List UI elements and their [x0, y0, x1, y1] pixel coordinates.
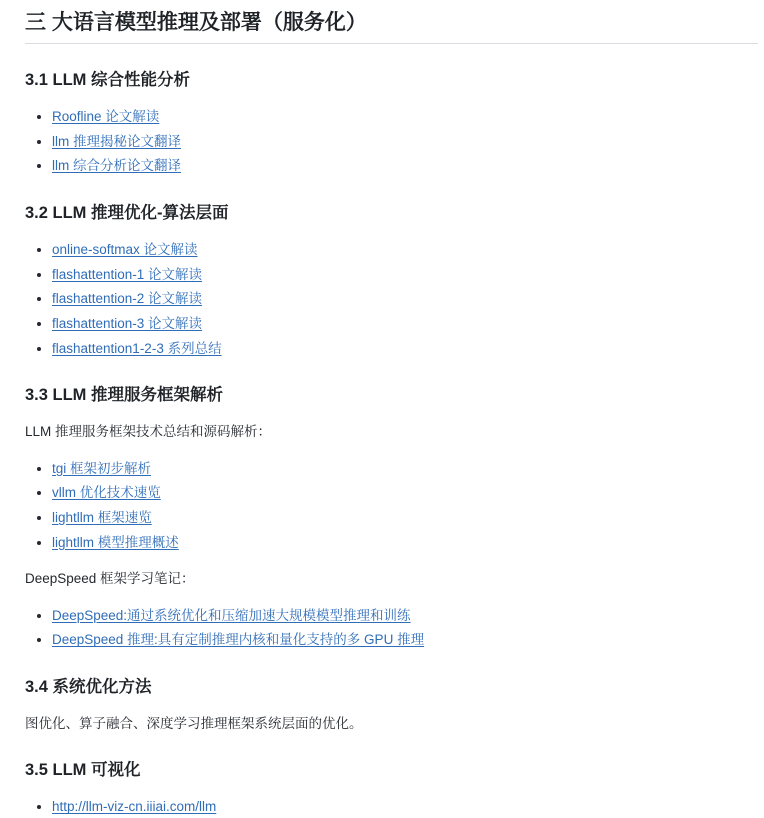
list-item [52, 630, 758, 651]
link-online-softmax-paper[interactable]: online-softmax 论文解读 [52, 241, 198, 257]
link-llm-inference-secrets-translation[interactable]: llm 推理揭秘论文翻译 [52, 133, 181, 149]
section-heading-3-2: 3.2 LLM 推理优化-算法层面 [25, 203, 229, 222]
deepspeed-intro-text: DeepSpeed 框架学习笔记： [25, 571, 195, 587]
link-flashattention-3-paper[interactable]: flashattention-3 论文解读 [52, 315, 203, 331]
list-item [52, 289, 758, 310]
page-title: 三 大语言模型推理及部署（服务化） [25, 12, 758, 44]
list-item [52, 459, 758, 480]
list-item [52, 533, 758, 554]
list-item [52, 314, 758, 335]
list-item [52, 508, 758, 529]
section-3-5-link-list [25, 797, 758, 818]
link-tgi-framework-analysis[interactable]: tgi 框架初步解析 [52, 460, 152, 476]
link-flashattention-1-paper[interactable]: flashattention-1 论文解读 [52, 266, 203, 282]
section-heading-3-5: 3.5 LLM 可视化 [25, 761, 141, 780]
list-item [52, 240, 758, 261]
section-3-1-link-list [25, 107, 758, 177]
list-item [52, 797, 758, 818]
section-heading-3-1: 3.1 LLM 综合性能分析 [25, 71, 191, 89]
list-item [52, 132, 758, 153]
link-deepspeed-inference-multi-gpu[interactable]: DeepSpeed 推理:具有定制推理内核和量化支持的多 GPU 推理 [52, 632, 425, 648]
section-3-3-deepspeed-link-list [25, 606, 758, 651]
section-heading-3-3: 3.3 LLM 推理服务框架解析 [25, 386, 224, 405]
system-optimization-text: 图优化、算子融合、深度学习推理框架系统层面的优化。 [25, 715, 363, 731]
list-item [52, 606, 758, 627]
list-item [52, 265, 758, 286]
link-lightllm-model-inference-overview[interactable]: lightllm 模型推理概述 [52, 534, 179, 550]
link-deepspeed-system-optimization-compression[interactable]: DeepSpeed:通过系统优化和压缩加速大规模模型推理和训练 [52, 607, 411, 623]
frameworks-intro-text: LLM 推理服务框架技术总结和源码解析： [25, 424, 272, 440]
section-3-2-link-list [25, 240, 758, 359]
link-lightllm-framework-overview[interactable]: lightllm 框架速览 [52, 510, 152, 525]
link-llm-comprehensive-analysis-translation[interactable]: llm 综合分析论文翻译 [52, 158, 181, 174]
link-roofline-paper[interactable]: Roofline 论文解读 [52, 109, 160, 124]
link-flashattention-2-paper[interactable]: flashattention-2 论文解读 [52, 291, 203, 307]
link-llm-viz-url[interactable]: http://llm-viz-cn.iiiai.com/llm [52, 799, 217, 815]
section-3-3-framework-link-list [25, 459, 758, 554]
section-heading-3-4: 3.4 系统优化方法 [25, 677, 152, 696]
list-item [52, 107, 758, 128]
list-item [52, 483, 758, 504]
link-flashattention-series-summary[interactable]: flashattention1-2-3 系列总结 [52, 340, 222, 356]
link-vllm-optimization-overview[interactable]: vllm 优化技术速览 [52, 485, 161, 501]
list-item [52, 339, 758, 360]
list-item [52, 156, 758, 177]
